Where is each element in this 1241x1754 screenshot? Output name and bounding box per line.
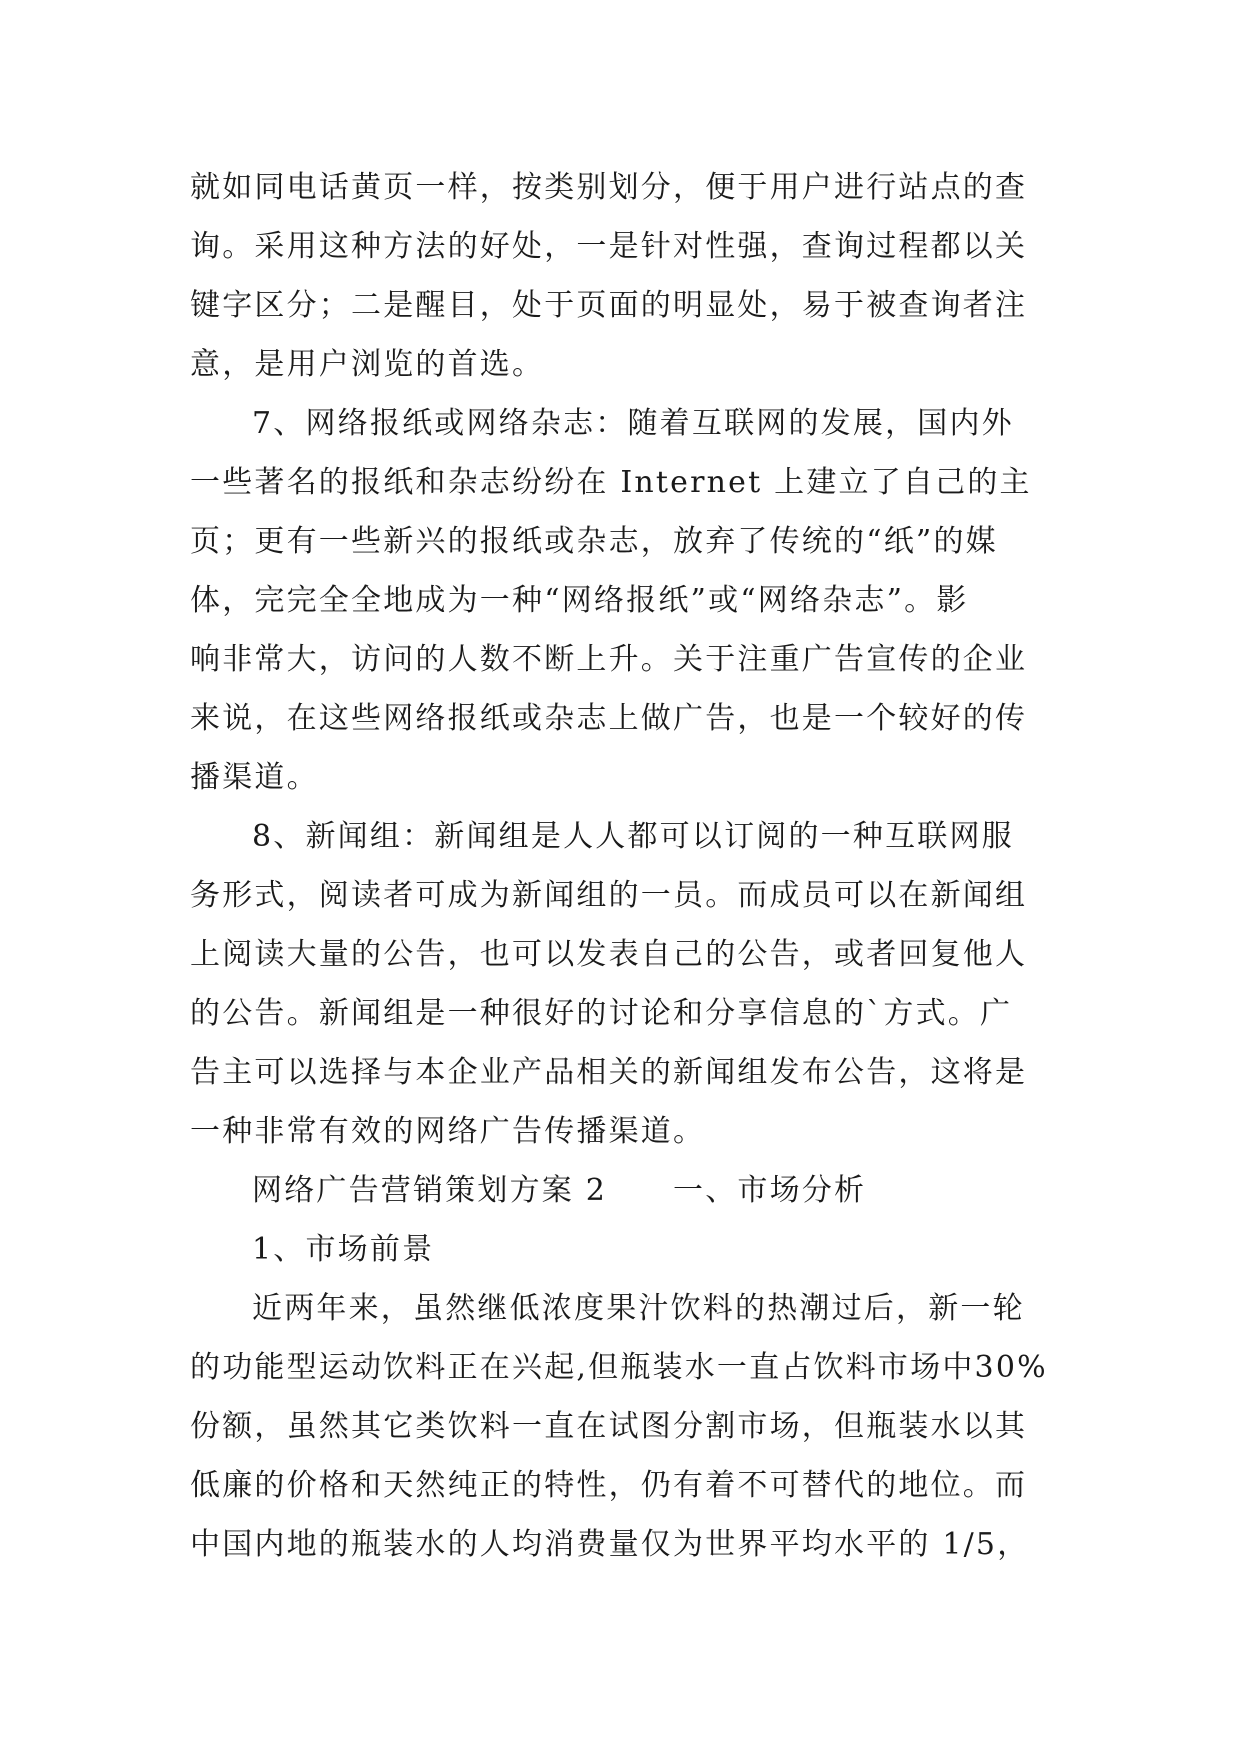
paragraph-line: 务形式，阅读者可成为新闻组的一员。而成员可以在新闻组 bbox=[190, 878, 1028, 913]
paragraph-line: 页；更有一些新兴的报纸或杂志，放弃了传统的“纸”的媒 bbox=[190, 524, 998, 559]
section-subtitle: 一、市场分析 bbox=[673, 1173, 867, 1208]
subheading: 1、市场前景 bbox=[252, 1232, 435, 1267]
paragraph-line: 8、新闻组：新闻组是人人都可以订阅的一种互联网服 bbox=[252, 819, 1014, 854]
paragraph-line: 就如同电话黄页一样，按类别划分，便于用户进行站点的查 bbox=[190, 170, 1028, 205]
paragraph-line: 的功能型运动饮料正在兴起,但瓶装水一直占饮料市场中30% bbox=[190, 1350, 1048, 1385]
paragraph-line: 上阅读大量的公告，也可以发表自己的公告，或者回复他人 bbox=[190, 937, 1028, 972]
paragraph-line: 意，是用户浏览的首选。 bbox=[190, 347, 545, 382]
section-heading bbox=[190, 1161, 1055, 1220]
paragraph-line: 一些著名的报纸和杂志纷纷在 Internet 上建立了自己的主 bbox=[190, 465, 1032, 500]
paragraph-line: 中国内地的瓶装水的人均消费量仅为世界平均水平的 1/5， bbox=[190, 1527, 1030, 1562]
paragraph-line: 一种非常有效的网络广告传播渠道。 bbox=[190, 1114, 706, 1149]
paragraph-line: 体，完完全全地成为一种“网络报纸”或“网络杂志”。影 bbox=[190, 583, 969, 618]
paragraph-line: 响非常大，访问的人数不断上升。关于注重广告宣传的企业 bbox=[190, 642, 1028, 677]
paragraph-line: 播渠道。 bbox=[190, 760, 319, 795]
paragraph-line: 的公告。新闻组是一种很好的讨论和分享信息的`方式。广 bbox=[190, 996, 1013, 1031]
section-title: 网络广告营销策划方案 2 bbox=[252, 1173, 608, 1208]
paragraph-line: 近两年来，虽然继低浓度果汁饮料的热潮过后，新一轮 bbox=[252, 1291, 1025, 1326]
paragraph-line: 份额，虽然其它类饮料一直在试图分割市场，但瓶装水以其 bbox=[190, 1409, 1028, 1444]
paragraph-line: 询。采用这种方法的好处，一是针对性强，查询过程都以关 bbox=[190, 229, 1028, 264]
document-body bbox=[190, 158, 1055, 1574]
paragraph-line: 键字区分；二是醒目，处于页面的明显处，易于被查询者注 bbox=[190, 288, 1028, 323]
paragraph-line: 告主可以选择与本企业产品相关的新闻组发布公告，这将是 bbox=[190, 1055, 1028, 1090]
paragraph-line: 7、网络报纸或网络杂志：随着互联网的发展，国内外 bbox=[252, 406, 1014, 441]
paragraph-line: 来说，在这些网络报纸或杂志上做广告，也是一个较好的传 bbox=[190, 701, 1028, 736]
paragraph-line: 低廉的价格和天然纯正的特性，仍有着不可替代的地位。而 bbox=[190, 1468, 1028, 1503]
